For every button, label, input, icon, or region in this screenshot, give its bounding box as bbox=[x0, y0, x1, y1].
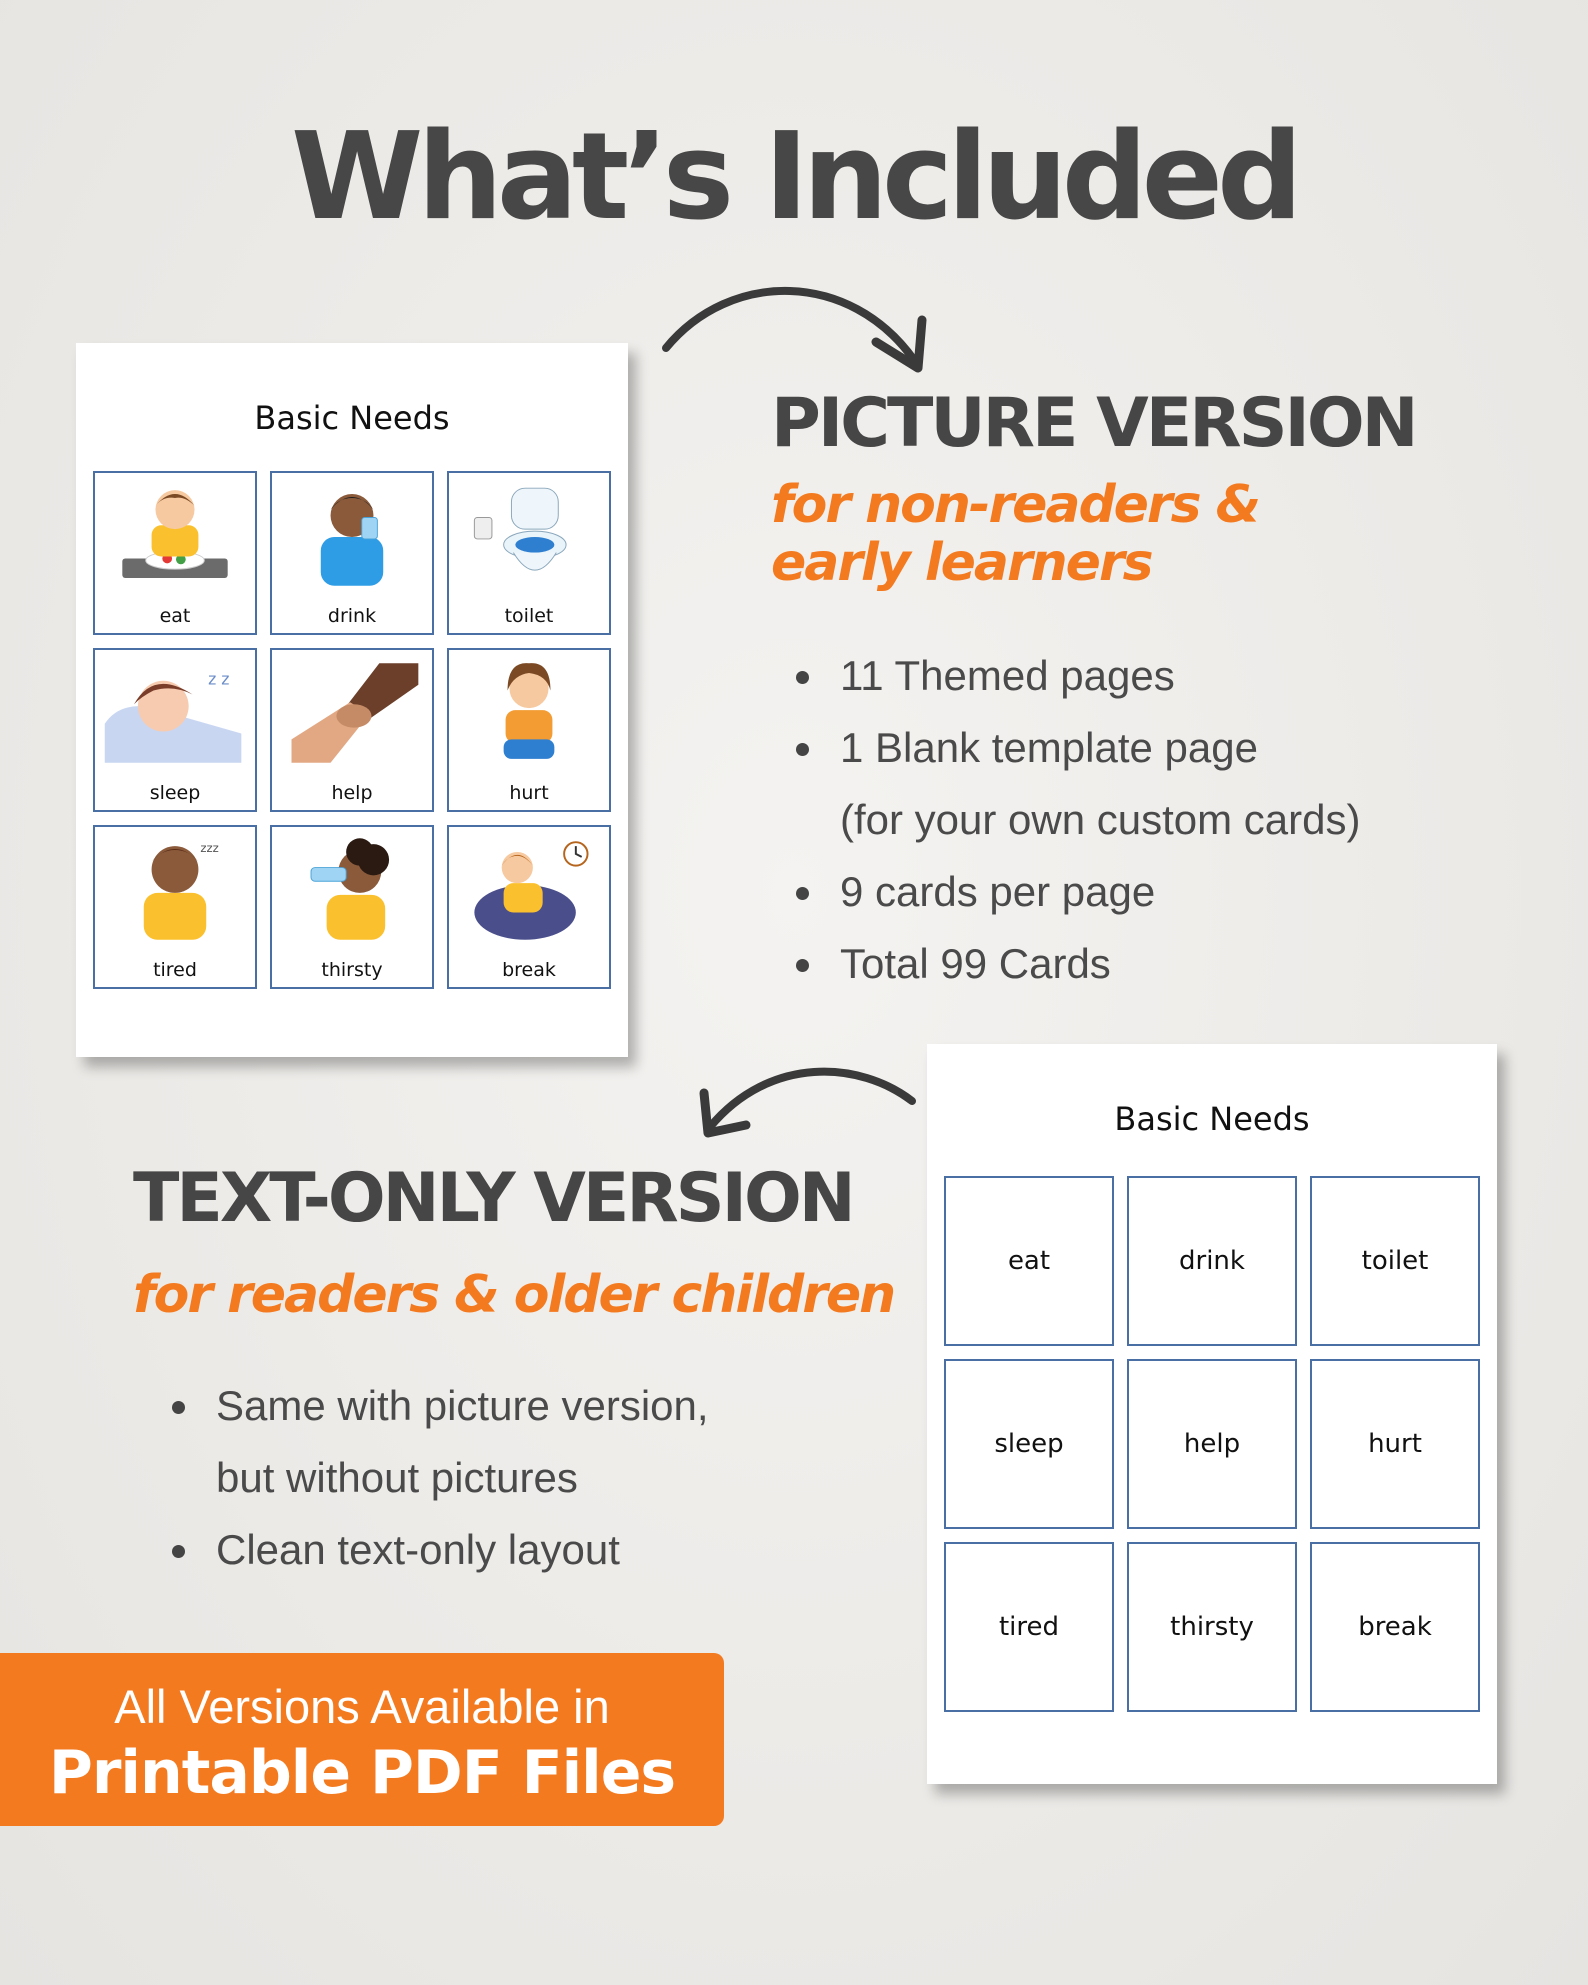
card-label: hurt bbox=[1368, 1429, 1422, 1459]
feature-item-note: (for your own custom cards) bbox=[840, 796, 1361, 843]
child-hurt-icon bbox=[449, 654, 609, 772]
subheading-line: early learners bbox=[771, 533, 1152, 593]
card-label: help bbox=[331, 782, 373, 804]
picture-card-eat bbox=[93, 471, 257, 635]
curved-arrow-right-icon bbox=[660, 280, 940, 380]
picture-card-tired bbox=[93, 825, 257, 989]
card-label: hurt bbox=[509, 782, 549, 804]
picture-sheet-preview bbox=[76, 343, 628, 1057]
picture-version-heading: PICTURE VERSION bbox=[771, 384, 1416, 463]
card-label: thirsty bbox=[1170, 1612, 1254, 1642]
text-card-break bbox=[1310, 1542, 1480, 1712]
text-version-features bbox=[166, 1370, 709, 1586]
card-label: toilet bbox=[504, 605, 554, 627]
feature-item: 11 Themed pages bbox=[790, 640, 1361, 712]
text-card-hurt bbox=[1310, 1359, 1480, 1529]
picture-card-help bbox=[270, 648, 434, 812]
text-card-toilet bbox=[1310, 1176, 1480, 1346]
picture-card-break bbox=[447, 825, 611, 989]
pdf-availability-banner bbox=[0, 1653, 724, 1826]
card-label: eat bbox=[159, 605, 191, 627]
picture-version-subheading bbox=[771, 476, 1259, 592]
sheet-title: Basic Needs bbox=[254, 399, 450, 437]
text-sheet-preview bbox=[927, 1044, 1497, 1784]
card-label: break bbox=[1358, 1612, 1432, 1642]
text-version-subheading: for readers & older children bbox=[133, 1265, 895, 1325]
picture-version-features bbox=[790, 640, 1361, 1000]
banner-line-2: Printable PDF Files bbox=[48, 1738, 676, 1808]
helping-hands-icon bbox=[272, 654, 432, 772]
text-version-heading: TEXT-ONLY VERSION bbox=[133, 1159, 853, 1238]
text-card-help bbox=[1127, 1359, 1297, 1529]
card-label: sleep bbox=[149, 782, 201, 804]
text-card-eat bbox=[944, 1176, 1114, 1346]
card-label: break bbox=[502, 959, 556, 981]
card-label: toilet bbox=[1361, 1246, 1429, 1276]
picture-card-hurt bbox=[447, 648, 611, 812]
feature-item: Total 99 Cards bbox=[790, 928, 1361, 1000]
feature-item: 1 Blank template page bbox=[790, 712, 1361, 784]
text-card-thirsty bbox=[1127, 1542, 1297, 1712]
subheading-line: for non-readers & bbox=[771, 475, 1259, 535]
card-label: drink bbox=[1179, 1246, 1245, 1276]
banner-line-1: All Versions Available in bbox=[114, 1680, 610, 1733]
child-sleeping-icon bbox=[95, 654, 255, 772]
toilet-icon bbox=[449, 477, 609, 595]
feature-item: Same with picture version, bbox=[166, 1370, 709, 1442]
curved-arrow-left-icon bbox=[690, 1055, 920, 1145]
text-card-tired bbox=[944, 1542, 1114, 1712]
card-label: drink bbox=[327, 605, 377, 627]
text-card-sleep bbox=[944, 1359, 1114, 1529]
svg-text:z z: z z bbox=[208, 670, 230, 689]
child-eating-icon bbox=[95, 477, 255, 595]
card-label: help bbox=[1183, 1429, 1241, 1459]
child-thirsty-icon bbox=[272, 831, 432, 949]
card-label: tired bbox=[153, 959, 197, 981]
card-label: thirsty bbox=[321, 959, 383, 981]
feature-item: Clean text-only layout bbox=[166, 1514, 709, 1586]
child-tired-icon bbox=[95, 831, 255, 949]
feature-item-cont: but without pictures bbox=[216, 1454, 578, 1501]
card-label: tired bbox=[998, 1612, 1060, 1642]
feature-item: 9 cards per page bbox=[790, 856, 1361, 928]
child-resting-beanbag-icon bbox=[449, 831, 609, 949]
text-card-drink bbox=[1127, 1176, 1297, 1346]
page-title: What’s Included bbox=[291, 108, 1297, 247]
sheet-title: Basic Needs bbox=[1114, 1100, 1310, 1138]
card-label: sleep bbox=[994, 1429, 1064, 1459]
svg-text:zzz: zzz bbox=[200, 840, 219, 855]
picture-card-drink bbox=[270, 471, 434, 635]
picture-card-toilet bbox=[447, 471, 611, 635]
child-drinking-icon bbox=[272, 477, 432, 595]
picture-card-sleep bbox=[93, 648, 257, 812]
picture-card-thirsty bbox=[270, 825, 434, 989]
card-label: eat bbox=[1007, 1246, 1051, 1276]
